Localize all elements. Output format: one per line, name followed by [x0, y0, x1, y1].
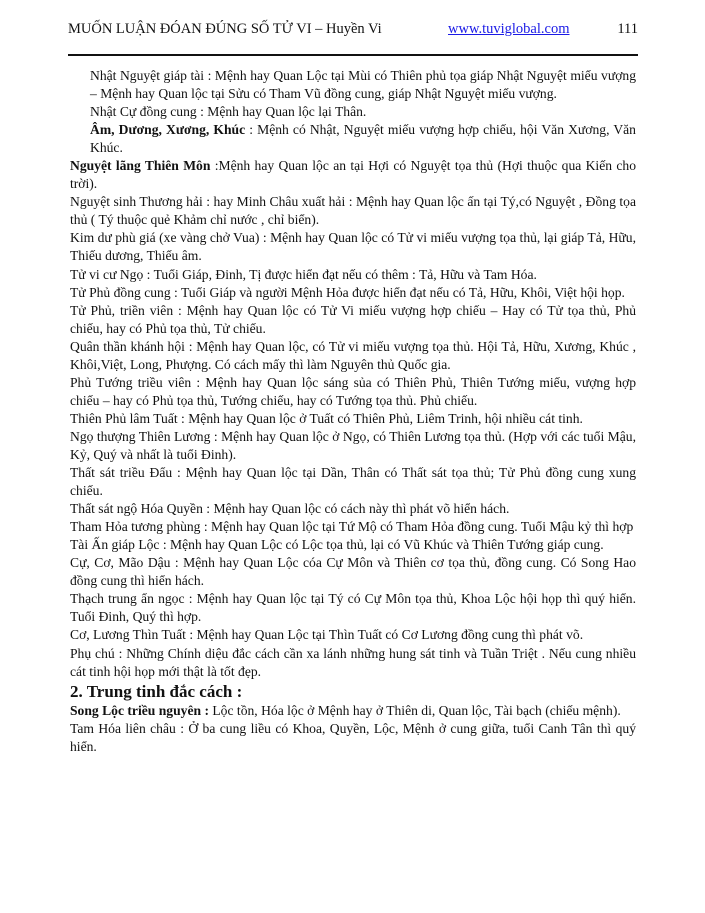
paragraph	[70, 410, 636, 428]
paragraph-text: :Mệnh hay Quan lộc an tại Hợi có Nguyệt tọa thủ (Hợi thuộc qua Kiến cho trời).	[70, 158, 636, 192]
paragraph-text: Ngọ thượng Thiên Lương : Mệnh hay Quan lộc ở Ngọ, có Thiên Lương tọa thủ. (Hợp với các tuổi Mậu, Kỷ, Quý và nhất là tuổi Đinh).	[70, 428, 636, 462]
paragraph-text: Kim dư phù giá (xe vàng chở Vua) : Mệnh hay Quan lộc có Tử vi miếu vượng tọa thủ, lại giáp Tả, Hữu, Thiếu dương, Thiếu âm.	[70, 230, 636, 264]
paragraph	[70, 374, 636, 410]
paragraph	[70, 67, 636, 103]
section2-block	[70, 702, 636, 756]
paragraph-text: Phụ chú : Những Chính diệu đắc cách cần xa lánh những hung sát tinh và Tuần Triệt . Nếu cung nhiều cát tinh hội họp mới thật là tốt đẹp.	[70, 645, 636, 679]
header-divider	[68, 54, 638, 56]
paragraph	[70, 103, 636, 121]
section-heading: 2. Trung tinh đắc cách :	[70, 681, 243, 701]
paragraph	[70, 157, 636, 193]
website-link[interactable]: www.tuviglobal.com	[448, 21, 570, 37]
paragraph-text: Tham Hỏa tương phùng : Mệnh hay Quan lộc tại Tứ Mộ có Tham Hỏa đồng cung. Tuổi Mậu kỷ thì hợp	[70, 519, 634, 535]
paragraph	[70, 536, 636, 554]
paragraph	[70, 229, 636, 265]
main-block	[70, 157, 636, 680]
paragraph	[70, 720, 636, 756]
paragraph-term: Song Lộc triều nguyên :	[70, 702, 209, 718]
paragraph	[70, 590, 636, 626]
paragraph	[70, 302, 636, 338]
paragraph-term: Nguyệt lãng Thiên Môn	[70, 158, 211, 174]
paragraph-text: Tử Phủ, triền viên : Mệnh hay Quan lộc có Tử Vi miếu vượng hợp chiếu – Hay có Tử tọa thủ, Phủ chiếu, hay có Phủ tọa thủ, Tử chiếu.	[70, 302, 636, 336]
paragraph-term: Âm, Dương, Xương, Khúc	[90, 122, 246, 138]
paragraph-text: Cơ, Lương Thìn Tuất : Mệnh hay Quan Lộc tại Thìn Tuất có Cơ Lương đồng cung thì phát võ.	[70, 627, 584, 643]
paragraph	[70, 121, 636, 157]
indented-block	[70, 67, 636, 157]
document-title: MUỐN LUẬN ĐÓAN ĐÚNG SỐ TỬ VI – Huyền Vi	[68, 21, 382, 37]
paragraph	[70, 518, 636, 536]
paragraph	[70, 702, 636, 720]
paragraph-text: Thất sát triều Đẩu : Mệnh hay Quan lộc tại Dần, Thân có Thất sát tọa thủ; Tử Phủ đồng cung xung chiếu.	[70, 465, 636, 499]
paragraph-text: Lộc tồn, Hóa lộc ở Mệnh hay ở Thiên di, Quan lộc, Tài bạch (chiếu mệnh).	[208, 702, 621, 718]
paragraph	[70, 284, 636, 302]
paragraph-text: : Mệnh có Nhật, Nguyệt miếu vượng hợp chiếu, hội Văn Xương, Văn Khúc.	[90, 122, 636, 156]
paragraph-text: Thất sát ngộ Hóa Quyền : Mệnh hay Quan lộc có cách này thì phát võ hiển hách.	[70, 501, 510, 517]
paragraph	[70, 338, 636, 374]
paragraph	[70, 554, 636, 590]
paragraph	[70, 626, 636, 644]
paragraph	[70, 193, 636, 229]
paragraph	[70, 428, 636, 464]
page-body	[70, 67, 636, 756]
paragraph-text: Tử vi cư Ngọ : Tuổi Giáp, Đinh, Tị được hiển đạt nếu có thêm : Tả, Hữu và Tam Hóa.	[70, 266, 537, 282]
paragraph-text: Quân thần khánh hội : Mệnh hay Quan lộc, có Tử vi miếu vượng tọa thủ. Hội Tả, Hữu, Xương, Khúc , Khôi,Việt, Long, Phượng. Có cách mấy thì làm Nguyên thủ Quốc gia.	[70, 338, 636, 372]
paragraph-text: Cự, Cơ, Mão Dậu : Mệnh hay Quan Lộc cóa Cự Môn và Thiên cơ tọa thủ, đồng cung. Có Song Hao đồng cung thì hiển hách.	[70, 555, 636, 589]
paragraph	[70, 464, 636, 500]
paragraph-text: Thiên Phủ lâm Tuất : Mệnh hay Quan lộc ở Tuất có Thiên Phủ, Liêm Trinh, hội nhiều cát tinh.	[70, 410, 583, 426]
paragraph-text: Tam Hóa liên châu : Ở ba cung liều có Khoa, Quyền, Lộc, Mệnh ở cung giữa, tuổi Canh Tân thì quý hiển.	[70, 720, 636, 754]
page-number: 111	[617, 21, 638, 37]
paragraph-text: Tài Ấn giáp Lộc : Mệnh hay Quan Lộc có Lộc tọa thủ, lại có Vũ Khúc và Thiên Tướng giáp cung.	[70, 537, 604, 553]
paragraph-text: Phủ Tướng triều viên : Mệnh hay Quan lộc sáng sủa có Thiên Phủ, Thiên Tướng miếu, vượng hợp chiếu – hay có Phủ tọa thủ, Tướng chiếu, hay có Tướng tọa thủ. Phủ chiếu.	[70, 374, 636, 408]
paragraph-text: Nhật Nguyệt giáp tài : Mệnh hay Quan Lộc tại Mùi có Thiên phủ tọa giáp Nhật Nguyệt miếu vượng – Mệnh hay Quan lộc tại Sửu có Tham Vũ đồng cung, giáp Nhật Nguyệt miếu vượng.	[90, 68, 636, 102]
paragraph	[70, 645, 636, 681]
paragraph-text: Thạch trung ẩn ngọc : Mệnh hay Quan lộc tại Tý có Cự Môn tọa thủ, Khoa Lộc hội họp thì quý hiển. Tuổi Đinh, Quý thì hợp.	[70, 591, 636, 625]
page-header	[68, 21, 638, 41]
paragraph	[70, 500, 636, 518]
paragraph	[70, 266, 636, 284]
paragraph-text: Tử Phủ đồng cung : Tuổi Giáp và người Mệnh Hỏa được hiển đạt nếu có Tả, Hữu, Khôi, Việt hội họp.	[70, 284, 625, 300]
paragraph-text: Nhật Cự đồng cung : Mệnh hay Quan lộc lại Thân.	[90, 104, 367, 120]
paragraph-text: Nguyệt sinh Thương hải : hay Minh Châu xuất hải : Mệnh hay Quan lộc ấn tại Tý,có Nguyệt , Đồng tọa thủ ( Tý thuộc quẻ Khảm chỉ nước , chỉ biển).	[70, 194, 636, 228]
